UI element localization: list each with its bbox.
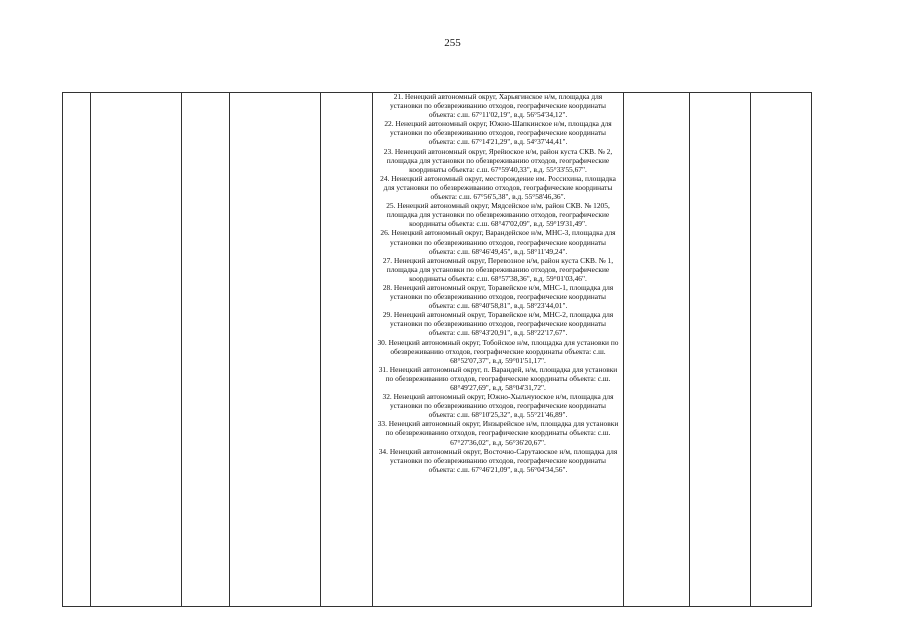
locations-cell bbox=[373, 93, 624, 607]
location-entries bbox=[373, 92, 623, 474]
page-number: 255 bbox=[444, 37, 461, 49]
location-entry: 31. Ненецкий автономный округ, п. Варандей, н/м, площадка для установки по обезвреживанию отходов, географические координаты объекта: с.ш. 68°49'27,69", в.д. 58°04'31,72". bbox=[378, 364, 618, 392]
location-entry: 25. Ненецкий автономный округ, Мядсейское н/м, район СКВ. № 1205, площадка для установки по обезвреживанию отходов, географические координаты объекта: с.ш. 68°47'02,09", в.д. 59°19'31,49". bbox=[386, 201, 610, 229]
location-entry: 33. Ненецкий автономный округ, Инзырейское н/м, площадка для установки по обезвреживанию отходов, географические координаты объекта: с.ш. 67°27'36,02", в.д. 56°36'20,67". bbox=[377, 419, 619, 447]
location-entry: 24. Ненецкий автономный округ, месторождение им. Россихина, площадка для установки по обезвреживанию отходов, географические координаты объекта: с.ш. 67°56'5,38", в.д. 55°58'46,36". bbox=[380, 173, 616, 202]
location-entry: 27. Ненецкий автономный округ, Перевозное н/м, район куста СКВ. № 1, площадка для установки по обезвреживанию отходов, географические координаты объекта: с.ш. 68°57'38,36", в.д. 59°01'03,46". bbox=[382, 255, 614, 283]
table-cell bbox=[624, 93, 690, 607]
table-cell bbox=[63, 93, 91, 607]
table-cell bbox=[690, 93, 751, 607]
location-entry: 34. Ненецкий автономный округ, Восточно-Сарутаюское н/м, площадка для установки по обезвреживанию отходов, географические координаты объекта: с.ш. 67°46'21,09", в.д. 56°04'34,56". bbox=[378, 446, 618, 474]
table-cell bbox=[182, 93, 230, 607]
location-entry: 26. Ненецкий автономный округ, Варандейское н/м, МНС-3, площадка для установки по обезвреживанию отходов, географические координаты объекта: с.ш. 68°46'49,45", в.д. 58°11'49,24". bbox=[380, 228, 616, 256]
location-entry: 32. Ненецкий автономный округ, Южно-Хыльчуюское н/м, площадка для установки по обезвреживанию отходов, географические координаты объекта: с.ш. 68°10'25,32", в.д. 55°21'46,89". bbox=[382, 392, 614, 420]
table-cell bbox=[230, 93, 321, 607]
location-entry: 29. Ненецкий автономный округ, Торавейское н/м, МНС-2, площадка для установки по обезвреживанию отходов, географические координаты объекта: с.ш. 68°43'20,91", в.д. 58°22'17,67". bbox=[382, 310, 614, 338]
location-entry: 23. Ненецкий автономный округ, Ярейюское н/м, район куста СКВ. № 2, площадка для установки по обезвреживанию отходов, географические координаты объекта: с.ш. 67°59'40,33", в.д. 55°33'55,67". bbox=[383, 146, 613, 174]
table-cell bbox=[751, 93, 812, 607]
location-entry: 30. Ненецкий автономный округ, Тобойское н/м, площадка для установки по обезвреживанию отходов, географические координаты объекта: с.ш. 68°52'07,37", в.д. 59°01'51,17". bbox=[377, 337, 619, 365]
table-cell bbox=[321, 93, 373, 607]
document-table bbox=[62, 92, 812, 607]
table-cell bbox=[91, 93, 182, 607]
location-entry: 28. Ненецкий автономный округ, Торавейское н/м, МНС-1, площадка для установки по обезвреживанию отходов, географические координаты объекта: с.ш. 68°40'58,81", в.д. 58°23'44,01". bbox=[382, 282, 614, 311]
location-entry: 21. Ненецкий автономный округ, Харьягинское н/м, площадка для установки по обезвреживанию отходов, географические координаты объекта: с.ш. 67°11'02,19", в.д. 56°54'34,12". bbox=[389, 92, 607, 120]
location-entry: 22. Ненецкий автономный округ, Южно-Шапкинское н/м, площадка для установки по обезвреживанию отходов, географические координаты объекта: с.ш. 67°14'21,29", в.д. 54°37'44,41". bbox=[384, 119, 612, 147]
table-row bbox=[63, 93, 812, 607]
